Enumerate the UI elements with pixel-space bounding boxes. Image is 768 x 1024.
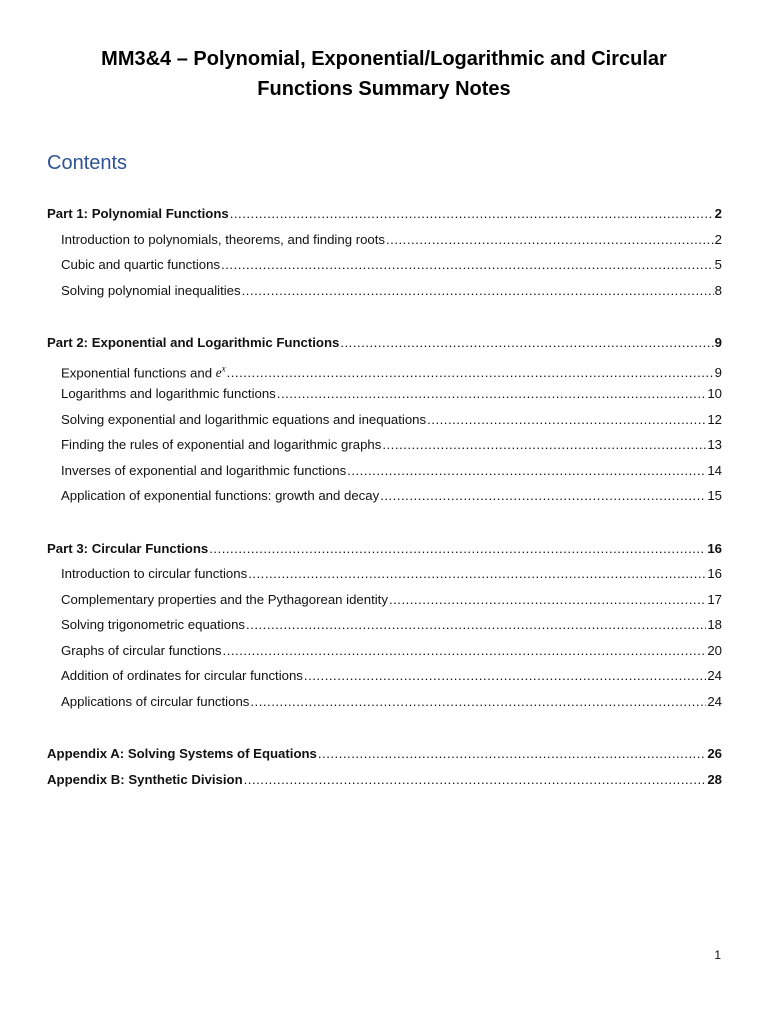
toc-subsection-entry[interactable] (47, 564, 722, 590)
toc-entry-label (61, 461, 346, 481)
toc-entry-label-text: Applications of circular functions (61, 693, 250, 709)
toc-entry-label (61, 359, 226, 383)
toc-entry-label (61, 615, 245, 635)
toc-dot-leader (380, 486, 706, 506)
toc-entry-label (61, 641, 222, 661)
toc-dot-leader (230, 204, 714, 224)
toc-entry-page: 5 (714, 257, 722, 272)
toc-dot-leader (318, 744, 706, 764)
toc-entry-page: 16 (707, 566, 722, 581)
toc-entry-label (61, 692, 249, 712)
toc-entry-label (61, 590, 388, 610)
toc-entry-page: 16 (707, 540, 722, 556)
toc-entry-page: 12 (707, 411, 722, 427)
toc-entry-page: 2 (714, 231, 722, 247)
toc-subsection-entry[interactable] (47, 410, 722, 436)
toc-entry-label (61, 564, 247, 584)
toc-entry-page: 13 (707, 437, 722, 452)
toc-dot-leader (304, 666, 706, 686)
toc-entry-page: 9 (714, 364, 722, 380)
toc-dot-leader (386, 230, 714, 250)
toc-entry-label (61, 230, 385, 250)
toc-entry-page: 26 (707, 746, 722, 761)
toc-dot-leader (246, 615, 706, 635)
toc-entry-page: 2 (714, 206, 722, 221)
toc-entry-label-text: Introduction to circular functions (61, 566, 248, 581)
toc-subsection-entry[interactable] (47, 359, 722, 385)
toc-entry-label-text: Logarithms and logarithmic functions (61, 386, 276, 401)
document-title-line-2: Functions Summary Notes (257, 78, 511, 100)
toc-subsection-entry[interactable] (47, 384, 722, 410)
toc-entry-label-text: Cubic and quartic functions (61, 257, 221, 272)
toc-dot-leader (347, 461, 706, 481)
toc-entry-label-text: Part 3: Circular Functions (47, 540, 209, 556)
math-base: e (215, 364, 222, 380)
toc-entry-label (61, 281, 241, 301)
toc-entry-label-text: Appendix A: Solving Systems of Equations (47, 746, 317, 761)
toc-entry-label (61, 486, 379, 506)
toc-entry-label-text: Complementary properties and the Pythagorean identity (61, 591, 388, 607)
toc-entry-label-text: Part 2: Exponential and Logarithmic Functions (47, 335, 340, 350)
toc-dot-leader (242, 281, 714, 301)
toc-subsection-entry[interactable] (47, 486, 722, 512)
toc-dot-leader (221, 255, 714, 275)
toc-entry-page: 10 (707, 386, 722, 401)
toc-entry-page: 8 (714, 282, 722, 298)
toc-entry-label-text: Solving polynomial inequalities (61, 282, 241, 298)
toc-dot-leader (427, 410, 706, 430)
toc-dot-leader (209, 539, 706, 559)
toc-entry-label-text: Addition of ordinates for circular functions (61, 668, 303, 683)
toc-entry-label (61, 255, 220, 275)
toc-entry-label (61, 666, 303, 686)
toc-dot-leader (250, 692, 706, 712)
toc-subsection-entry[interactable] (47, 281, 722, 307)
toc-subsection-entry[interactable] (47, 615, 722, 641)
toc-section-entry[interactable] (47, 744, 722, 770)
toc-entry-label (61, 435, 381, 455)
toc-subsection-entry[interactable] (47, 230, 722, 256)
toc-entry-label (61, 384, 276, 404)
toc-subsection-entry[interactable] (47, 692, 722, 718)
toc-subsection-entry[interactable] (47, 461, 722, 487)
toc-dot-leader (389, 590, 706, 610)
toc-entry-label-text: Introduction to polynomials, theorems, and finding roots (61, 231, 386, 247)
toc-section-entry[interactable] (47, 539, 722, 565)
toc-entry-page: 24 (707, 668, 722, 683)
toc-subsection-entry[interactable] (47, 590, 722, 616)
toc-entry-label-text: Solving exponential and logarithmic equations and inequations (61, 411, 427, 427)
toc-subsection-entry[interactable] (47, 255, 722, 281)
toc-entry-label (47, 770, 243, 790)
toc-subsection-entry[interactable] (47, 435, 722, 461)
toc-entry-page: 18 (707, 617, 722, 632)
toc-dot-leader (227, 363, 714, 383)
page-number: 1 (714, 948, 721, 962)
toc-entry-label (47, 333, 339, 353)
toc-entry-page: 14 (707, 462, 722, 478)
toc-entry-page: 20 (707, 642, 722, 658)
toc-entry-label-text: Inverses of exponential and logarithmic functions (61, 462, 347, 478)
document-title (60, 44, 708, 104)
document-title-line-1: MM3&4 – Polynomial, Exponential/Logarithmic and Circular (101, 48, 667, 70)
toc-section-entry[interactable] (47, 333, 722, 359)
toc-entry-label-text: Appendix B: Synthetic Division (47, 771, 243, 787)
toc-dot-leader (382, 435, 706, 455)
toc-dot-leader (340, 333, 713, 353)
toc-entry-label-text: Solving trigonometric equations (61, 617, 245, 632)
toc-entry-page: 9 (714, 335, 722, 350)
toc-entry-math (216, 365, 226, 380)
math-superscript: x (221, 363, 226, 374)
toc-entry-label-text: Application of exponential functions: growth and decay (61, 488, 380, 503)
toc-entry-page: 17 (707, 591, 722, 607)
toc-section-entry[interactable] (47, 770, 722, 796)
toc-entry-label (47, 539, 208, 559)
toc-entry-page: 28 (707, 771, 722, 787)
table-of-contents (47, 204, 722, 795)
toc-section-entry[interactable] (47, 204, 722, 230)
toc-dot-leader (248, 564, 706, 584)
toc-entry-label (61, 410, 426, 430)
toc-dot-leader (277, 384, 707, 404)
toc-entry-page: 24 (707, 693, 722, 709)
toc-subsection-entry[interactable] (47, 641, 722, 667)
toc-entry-label-text: Part 1: Polynomial Functions (47, 206, 229, 221)
toc-entry-label-text: Exponential functions and (61, 364, 213, 380)
toc-entry-label (47, 204, 229, 224)
toc-dot-leader (244, 770, 707, 790)
toc-entry-label (47, 744, 317, 764)
toc-entry-page: 15 (707, 488, 722, 503)
toc-subsection-entry[interactable] (47, 666, 722, 692)
toc-dot-leader (223, 641, 707, 661)
toc-entry-label-text: Finding the rules of exponential and logarithmic graphs (61, 437, 382, 452)
contents-heading: Contents (47, 152, 128, 174)
toc-entry-label-text: Graphs of circular functions (61, 642, 222, 658)
